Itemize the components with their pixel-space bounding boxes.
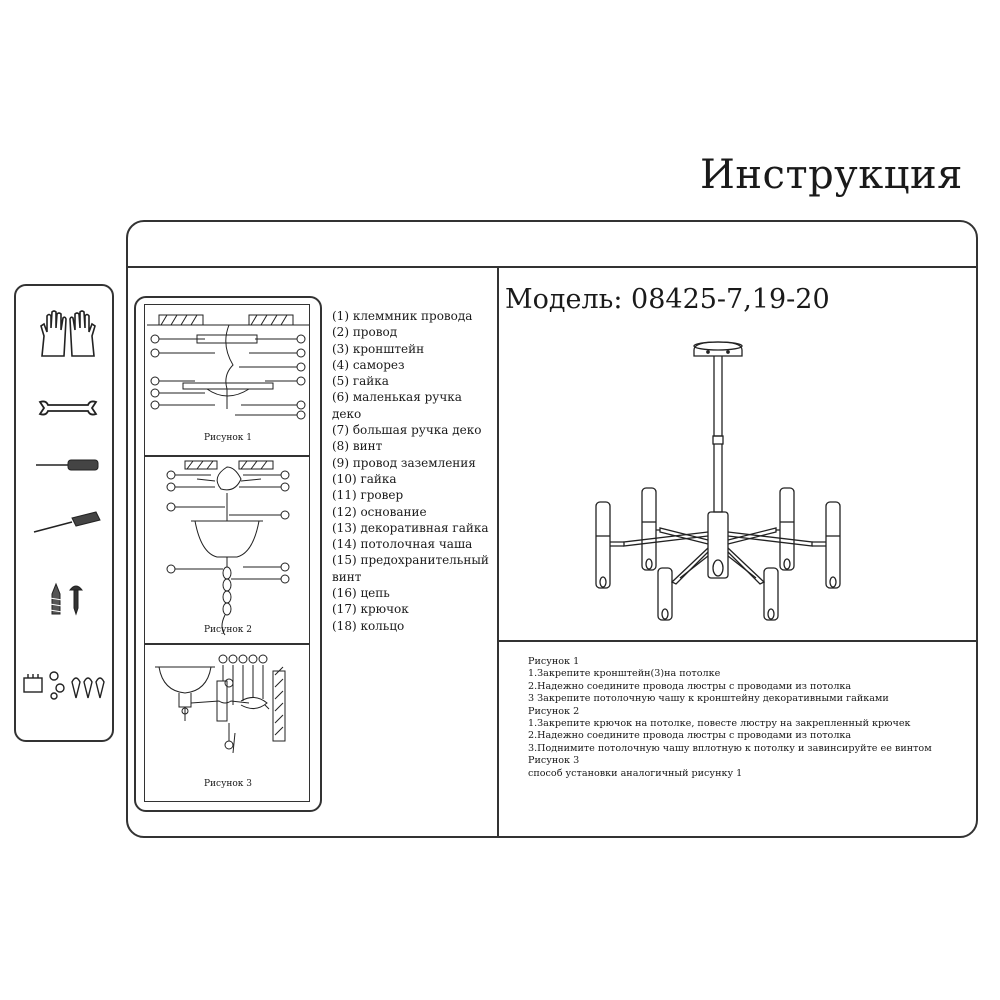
chandelier-illustration [580, 336, 850, 626]
model-label: Модель: 08425-7,19-20 [505, 284, 830, 315]
header-divider [128, 266, 976, 268]
parts-list-item: (6) маленькая ручка деко [332, 390, 462, 421]
steps-divider [499, 640, 976, 642]
step-line: Рисунок 2 [528, 705, 580, 717]
step-line: 1.Закрепите крючок на потолке, повесте люстру на закрепленный крючек [528, 718, 911, 730]
figure-2-caption: Рисунок 2 [203, 625, 253, 635]
figure-3-caption: Рисунок 3 [203, 779, 253, 789]
parts-list-item: (10) гайка [332, 471, 397, 486]
wrench-icon [36, 398, 100, 418]
parts-list-item: (11) гровер [332, 488, 404, 503]
column-divider [497, 267, 499, 836]
gloves-icon [38, 308, 98, 360]
parts-list [332, 308, 492, 634]
parts-list-item: (17) крючок [332, 602, 409, 617]
parts-list-item: (5) гайка [332, 374, 389, 389]
parts-list-item: (13) декоративная гайка [332, 520, 489, 535]
step-line: 3.Поднимите потолочную чашу вплотную к потолку и завинсируйте ее винтом [528, 742, 932, 754]
tools-panel [14, 284, 114, 742]
installation-steps [528, 656, 968, 780]
figure-3-diagram [145, 645, 311, 785]
page-title: Инструкция [700, 152, 963, 198]
step-line: 3 Закрепите потолочную чашу к кронштейну декоративными гайками [528, 693, 889, 705]
figure-2-diagram [145, 457, 311, 643]
parts-list-item: (12) основание [332, 504, 427, 519]
step-line: Рисунок 3 [528, 755, 580, 767]
parts-list-item: винт [332, 569, 362, 584]
step-line: способ установки аналогичный рисунку 1 [528, 767, 743, 779]
step-line: Рисунок 1 [528, 656, 580, 667]
parts-list-item: (14) потолочная чаша [332, 537, 473, 552]
parts-list-item: (15) предохранительный [332, 553, 489, 568]
parts-list-item: (1) клеммник провода [332, 309, 473, 323]
flat-screwdriver-icon [32, 512, 102, 536]
parts-list-item: (16) цепь [332, 586, 390, 601]
parts-list-item: (7) большая ручка деко [332, 423, 482, 438]
parts-list-item: (8) винт [332, 439, 383, 454]
parts-list-item: (3) кронштейн [332, 341, 425, 356]
figures-box [144, 304, 310, 802]
screwdriver-icon [34, 458, 102, 472]
figure-1-caption: Рисунок 1 [203, 433, 253, 443]
step-line: 2.Надежно соедините провода люстры с проводами из потолка [528, 730, 852, 742]
step-line: 2.Надежно соедините провода люстры с проводами из потолка [528, 680, 852, 692]
step-line: 1.Закрепите кронштейн(3)на потолке [528, 668, 721, 680]
parts-list-item: (18) кольцо [332, 618, 405, 633]
screws-icon [46, 578, 88, 618]
parts-list-item: (2) провод [332, 325, 398, 340]
parts-list-item: (4) саморез [332, 357, 405, 372]
parts-list-item: (9) провод заземления [332, 455, 476, 470]
connectors-icon [22, 668, 112, 702]
